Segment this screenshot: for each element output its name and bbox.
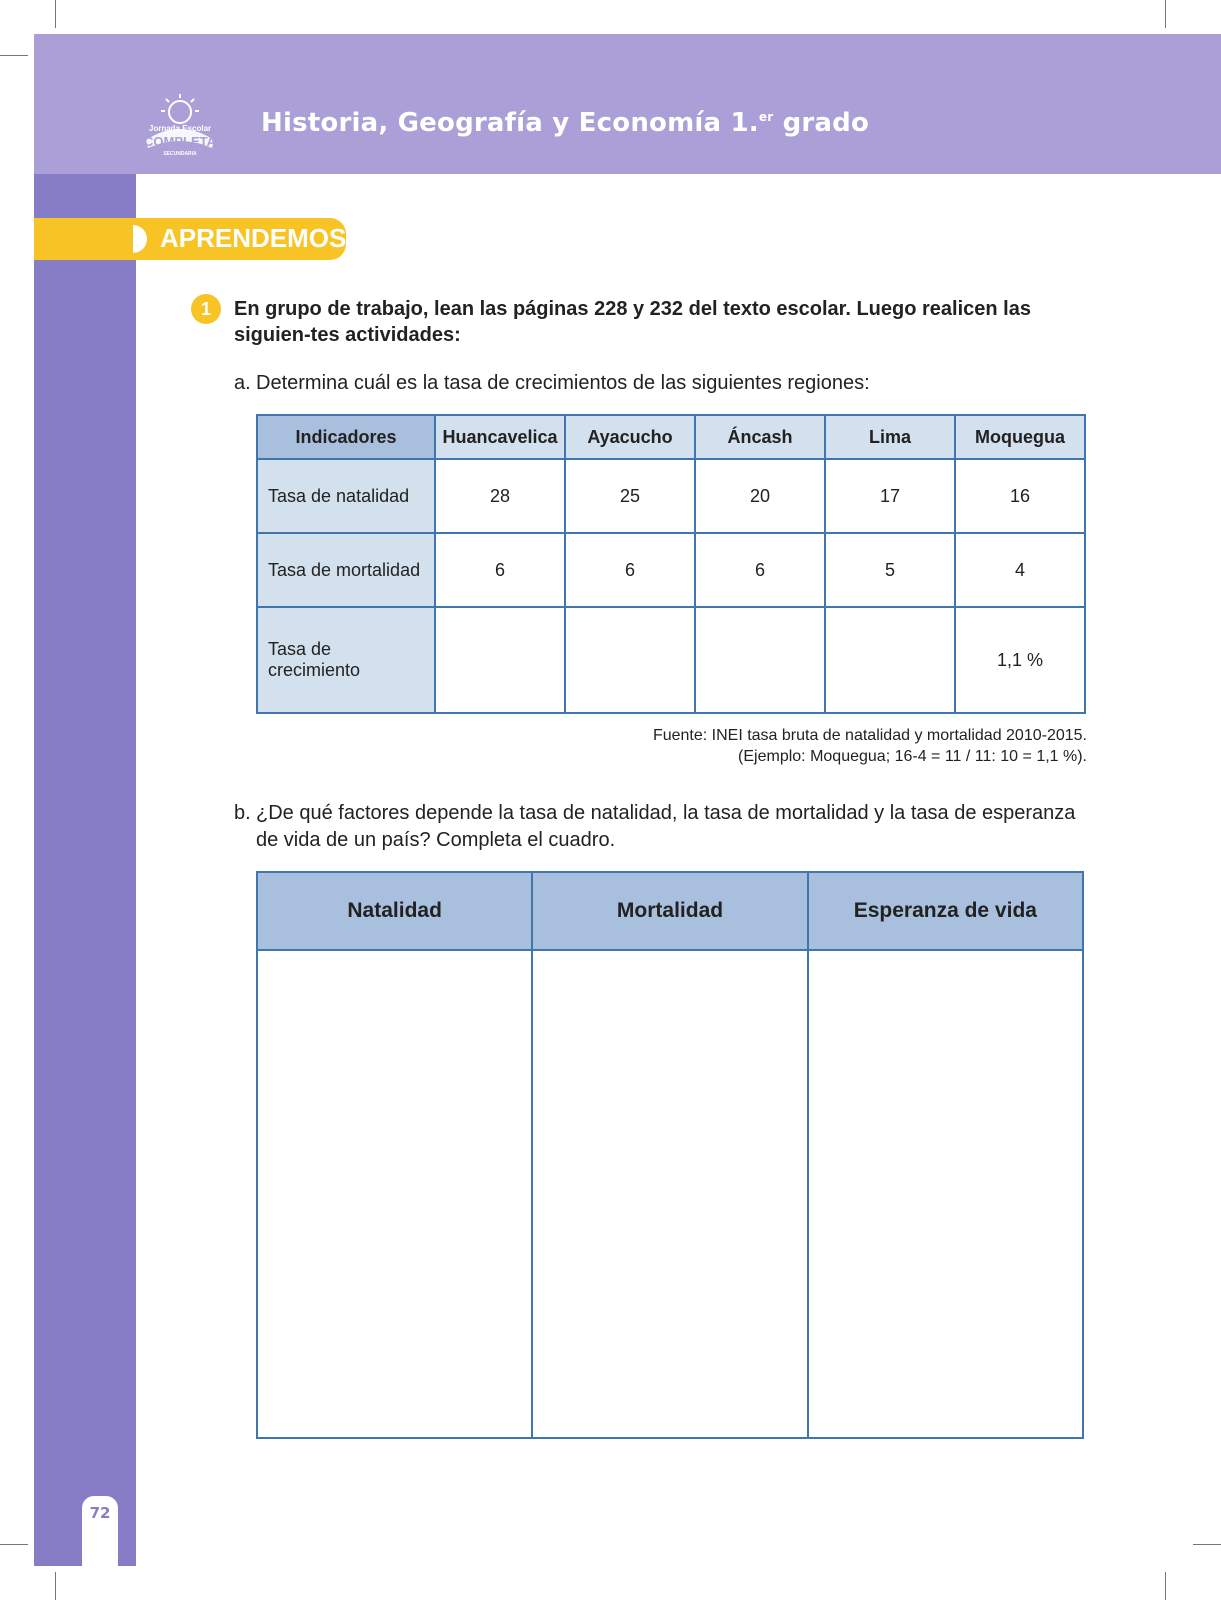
page-number: 72 <box>89 1504 111 1522</box>
table-header-cell: Moquegua <box>955 415 1085 459</box>
crop-mark <box>1165 1572 1166 1600</box>
jornada-escolar-logo <box>140 92 220 158</box>
question-a-label: a. <box>234 372 251 394</box>
table-header-cell: Áncash <box>695 415 825 459</box>
factors-table <box>256 871 1084 1439</box>
table-cell: 5 <box>825 533 955 607</box>
table-cell: 17 <box>825 459 955 533</box>
table-row <box>257 533 1085 607</box>
answer-cell[interactable] <box>435 607 565 713</box>
title-superscript: er <box>758 110 774 124</box>
table-cell: 4 <box>955 533 1085 607</box>
answer-cell[interactable] <box>565 607 695 713</box>
logo-sub-text: SECUNDARIA <box>163 151 197 157</box>
table-header-cell: Natalidad <box>257 872 532 950</box>
answer-cell[interactable] <box>808 950 1083 1438</box>
crop-mark <box>0 1544 28 1545</box>
source-line-2: (Ejemplo: Moquegua; 16-4 = 11 / 11: 10 = 1,1 %). <box>738 748 1087 765</box>
crop-mark <box>1193 1544 1221 1545</box>
question-b-text: ¿De qué factores depende la tasa de natalidad, la tasa de mortalidad y la tasa de esperanza de vida de un país? Completa el cuadro. <box>256 802 1076 851</box>
logo-main-text: COMPLETA <box>144 134 216 149</box>
crop-mark <box>1165 0 1166 28</box>
table-header-cell: Mortalidad <box>532 872 807 950</box>
logo-top-text: Jornada Escolar <box>148 124 212 133</box>
table-cell: 28 <box>435 459 565 533</box>
table-header-row <box>257 872 1083 950</box>
table-cell: 20 <box>695 459 825 533</box>
growth-rate-table <box>256 414 1086 714</box>
answer-cell[interactable] <box>257 950 532 1438</box>
table-cell: 6 <box>695 533 825 607</box>
answer-cell[interactable] <box>825 607 955 713</box>
table-cell: 1,1 % <box>955 607 1085 713</box>
table-cell: 6 <box>565 533 695 607</box>
source-line-1: Fuente: INEI tasa bruta de natalidad y mortalidad 2010-2015. <box>652 727 1087 744</box>
activity-instruction: En grupo de trabajo, lean las páginas 228 y 232 del texto escolar. Luego realicen las siguien-tes actividades: <box>234 298 1031 346</box>
crop-mark <box>55 1572 56 1600</box>
row-label: Tasa de mortalidad <box>257 533 435 607</box>
table-header-cell: Indicadores <box>257 415 435 459</box>
row-label: Tasa de natalidad <box>257 459 435 533</box>
table-row <box>257 607 1085 713</box>
source-note <box>653 725 1087 767</box>
question-a-text: Determina cuál es la tasa de crecimientos de las siguientes regiones: <box>256 372 870 394</box>
question-b <box>234 800 1089 854</box>
crop-mark <box>55 0 56 28</box>
activity-number-badge: 1 <box>191 294 221 324</box>
answer-cell[interactable] <box>532 950 807 1438</box>
title-main: Historia, Geografía y Economía 1. <box>261 108 759 138</box>
table-cell: 6 <box>435 533 565 607</box>
table-row <box>257 459 1085 533</box>
left-side-band <box>34 174 136 1566</box>
table-cell: 16 <box>955 459 1085 533</box>
question-b-label: b. <box>234 802 251 824</box>
answer-cell[interactable] <box>695 607 825 713</box>
crop-mark <box>0 55 28 56</box>
title-suffix: grado <box>773 108 870 138</box>
table-cell: 25 <box>565 459 695 533</box>
table-header-cell: Esperanza de vida <box>808 872 1083 950</box>
section-label: APRENDEMOS <box>160 223 347 253</box>
table-header-cell: Ayacucho <box>565 415 695 459</box>
table-header-cell: Lima <box>825 415 955 459</box>
table-header-row <box>257 415 1085 459</box>
question-a <box>234 370 870 397</box>
table-row <box>257 950 1083 1438</box>
row-label: Tasa de crecimiento <box>257 607 435 713</box>
table-header-cell: Huancavelica <box>435 415 565 459</box>
page-title <box>261 108 869 138</box>
